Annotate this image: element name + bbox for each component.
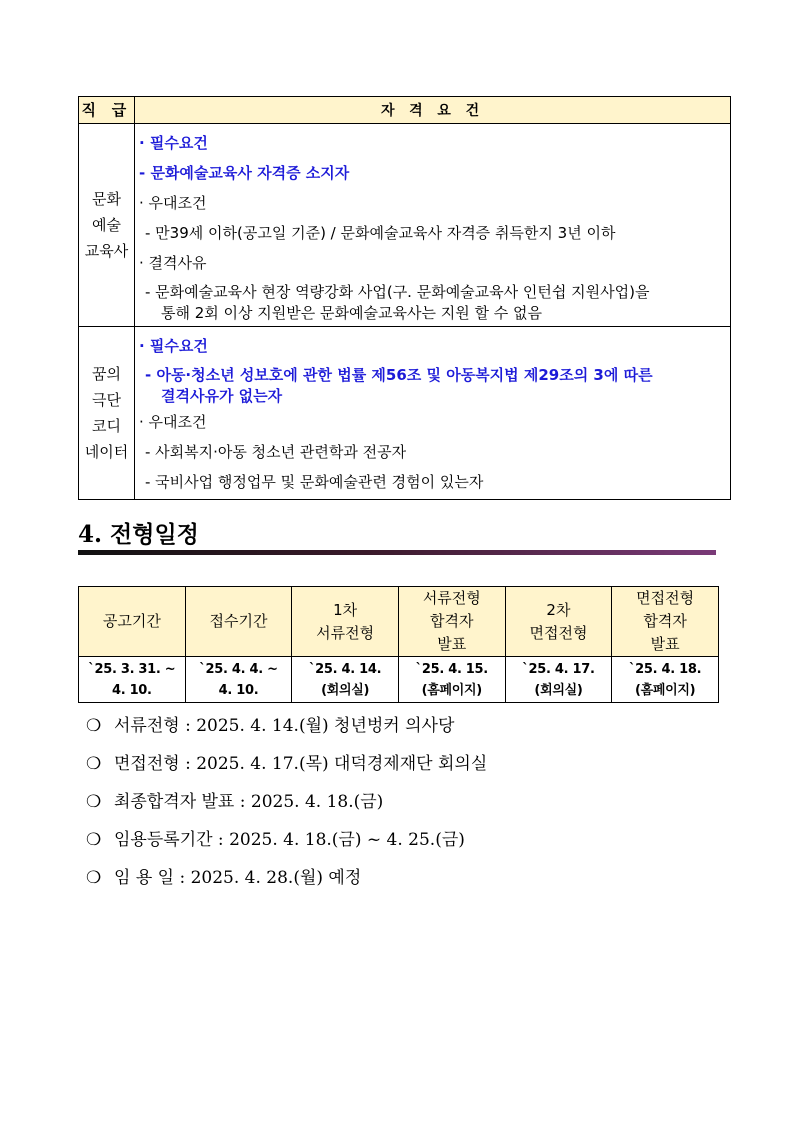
value-text: 4. 10.: [218, 682, 259, 698]
position-text: 네이터: [84, 443, 129, 461]
value-text: `25. 4. 14.: [308, 661, 382, 677]
note-text: 임용등록기간 : 2025. 4. 18.(금) ~ 4. 25.(금): [114, 830, 465, 850]
header-text: 공고기간: [102, 612, 161, 630]
requirement-item: - 국비사업 행정업무 및 문화예술관련 경험이 있는자: [145, 473, 484, 491]
note-item: [86, 826, 487, 864]
value-text: `25. 4. 15.: [415, 661, 488, 677]
schedule-table: [78, 586, 719, 703]
section-heading: 전형일정: [110, 522, 199, 548]
header-text: 발표: [437, 635, 467, 653]
position-cell: [79, 124, 135, 327]
requirement-item: - 사회복지·아동 청소년 관련학과 전공자: [145, 443, 407, 461]
requirement-text: - 아동·청소년 성보호에 관한 법률 제56조 및 아동복지법 제29조의 3에 따른: [145, 366, 653, 384]
circle-bullet-icon: ❍: [86, 830, 102, 850]
header-position: 직 급: [79, 97, 135, 124]
schedule-value-row: [79, 657, 719, 703]
requirement-item: - 만39세 이하(공고일 기준) / 문화예술교육사 자격증 취득한지 3년 이하: [145, 224, 616, 242]
value-text: `25. 4. 18.: [628, 661, 702, 677]
header-text: 면접전형: [529, 623, 588, 642]
schedule-notes: [86, 712, 487, 902]
note-text: 임 용 일 : 2025. 4. 28.(월) 예정: [114, 868, 362, 888]
value-text: 4. 10.: [111, 682, 152, 698]
requirements-cell: [135, 124, 731, 327]
position-text: 문화: [92, 190, 121, 208]
value-text: (회의실): [534, 682, 583, 698]
header-text: 1차: [333, 600, 358, 619]
requirement-text-continued: 통해 2회 이상 지원받은 문화예술교육사는 지원 할 수 없음: [161, 304, 542, 322]
note-text: 서류전형 : 2025. 4. 14.(월) 청년벙커 의사당: [114, 716, 455, 736]
schedule-header-cell: [398, 587, 505, 657]
requirement-item: [139, 361, 726, 407]
qualification-header-row: [79, 97, 731, 124]
schedule-header-cell: [292, 587, 399, 657]
circle-bullet-icon: ❍: [86, 754, 102, 774]
requirement-text-continued: 결격사유가 없는자: [161, 387, 283, 405]
header-text: 발표: [650, 635, 680, 653]
schedule-header-cell: [185, 587, 292, 657]
requirement-text: - 문화예술교육사 현장 역량강화 사업(구. 문화예술교육사 인턴쉽 지원사업)을: [145, 283, 650, 301]
value-text: `25. 3. 31. ~: [88, 661, 176, 677]
requirement-heading: · 필수요건: [139, 337, 208, 355]
value-text: (홈페이지): [421, 682, 482, 698]
schedule-value-cell: [505, 657, 612, 703]
circle-bullet-icon: ❍: [86, 716, 102, 736]
circle-bullet-icon: ❍: [86, 868, 102, 888]
header-text: 서류전형: [316, 623, 375, 642]
note-item: [86, 788, 487, 826]
section-number: 4.: [78, 521, 103, 548]
position-text: 교육사: [84, 242, 129, 260]
position-text: 코디: [92, 417, 121, 435]
schedule-value-cell: [185, 657, 292, 703]
requirement-heading: · 우대조건: [139, 194, 207, 212]
qualification-row-educator: [79, 124, 731, 327]
note-item: [86, 712, 487, 750]
note-text: 면접전형 : 2025. 4. 17.(목) 대덕경제재단 회의실: [114, 754, 488, 774]
schedule-header-row: [79, 587, 719, 657]
schedule-header-cell: [612, 587, 719, 657]
header-text: 합격자: [430, 612, 474, 630]
circle-bullet-icon: ❍: [86, 792, 102, 812]
value-text: `25. 4. 4. ~: [199, 661, 278, 677]
position-text: 예술: [92, 216, 121, 234]
requirement-heading: · 결격사유: [139, 254, 207, 272]
schedule-value-cell: [292, 657, 399, 703]
value-text: (홈페이지): [634, 682, 696, 698]
requirement-heading: · 우대조건: [139, 413, 207, 431]
schedule-header-cell: [79, 587, 186, 657]
section-divider: [78, 550, 716, 555]
header-requirements: 자 격 요 건: [135, 97, 731, 124]
header-text: 2차: [546, 600, 571, 619]
requirement-item: - 문화예술교육사 자격증 소지자: [139, 164, 350, 182]
section-title: [78, 516, 199, 549]
position-text: 꿈의: [92, 365, 121, 383]
header-text: 접수기간: [209, 612, 268, 630]
schedule-value-cell: [612, 657, 719, 703]
value-text: (회의실): [321, 682, 370, 698]
header-text: 면접전형: [636, 589, 695, 607]
requirements-cell: [135, 327, 731, 500]
position-text: 극단: [92, 391, 121, 409]
qualification-row-coordinator: [79, 327, 731, 500]
schedule-value-cell: [398, 657, 505, 703]
value-text: `25. 4. 17.: [522, 661, 595, 677]
note-text: 최종합격자 발표 : 2025. 4. 18.(금): [114, 792, 384, 812]
note-item: [86, 750, 487, 788]
position-cell: [79, 327, 135, 500]
requirement-item: [139, 278, 726, 324]
qualification-table: [78, 96, 731, 500]
requirement-heading: · 필수요건: [139, 134, 208, 152]
schedule-value-cell: [79, 657, 186, 703]
header-text: 합격자: [643, 612, 687, 630]
schedule-header-cell: [505, 587, 612, 657]
header-text: 서류전형: [422, 589, 481, 607]
note-item: [86, 864, 487, 902]
